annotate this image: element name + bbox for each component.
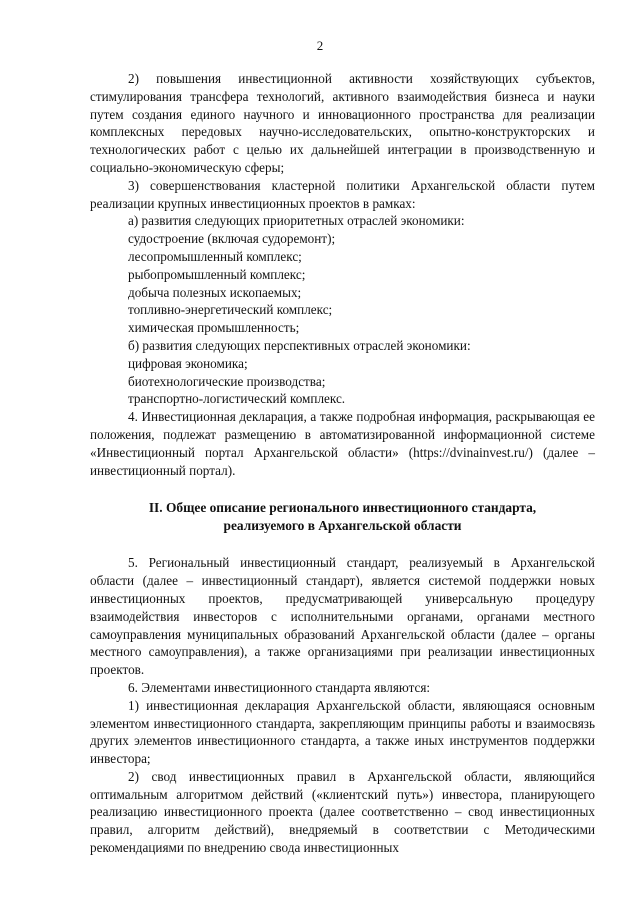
list-item: биотехнологические производства;: [128, 373, 326, 389]
paragraph-item-2: 2) повышения инвестиционной активности хозяйствующих субъектов, стимулирования трансфера технологий, активного взаимодействия бизнеса и науки путем создания единого научного и инновационного пространства для реализации комплексных передовых научно-исследовательских, опытно-конструкторских и технологических работ с целью их дальнейшей интеграции в производственную и социально-экономическую сферы;: [90, 71, 595, 175]
perspective-sectors-list: [90, 355, 595, 408]
list-item: судостроение (включая судоремонт);: [128, 231, 336, 247]
paragraph-item-3: 3) совершенствования кластерной политики Архангельской области путем реализации крупных инвестиционных проектов в рамках:: [90, 177, 595, 211]
list-item: химическая промышленность;: [128, 320, 300, 336]
list-item: цифровая экономика;: [128, 355, 248, 371]
list-item: топливно-энергетический комплекс;: [128, 302, 333, 318]
paragraph-item-5: 5. Региональный инвестиционный стандарт, реализуемый в Архангельской области (далее – инвестиционный стандарт), является системой поддержки новых инвестиционных проектов, предусматривающей универсальную процедуру взаимодействия инвесторов с исполнительными органами, органами местного самоуправления муниципальных образований Архангельской области (далее – органы местного самоуправления), а также организациями при реализации инвестиционных проектов.: [90, 555, 595, 678]
paragraph-subitem-b: б) развития следующих перспективных отраслей экономики:: [128, 337, 471, 353]
list-item: добыча полезных ископаемых;: [128, 284, 302, 300]
list-item: транспортно-логистический комплекс.: [128, 391, 346, 407]
paragraph-subitem-6-2: 2) свод инвестиционных правил в Архангельской области, являющийся оптимальным алгоритмом действий («клиентский путь») инвестора, планирующего реализацию инвестиционного проекта (далее соответственно – свод инвестиционных правил, алгоритм действий), внедряемый в соответствии с Методическими рекомендациями по внедрению свода инвестиционных: [90, 768, 595, 856]
section-heading-line-1: II. Общее описание регионального инвестиционного стандарта,: [148, 500, 537, 516]
list-item: лесопромышленный комплекс;: [128, 248, 302, 264]
section-heading: [90, 499, 595, 535]
paragraph-item-4: 4. Инвестиционная декларация, а также подробная информация, раскрывающая ее положения, подлежат размещению в автоматизированной информационной системе «Инвестиционный портал Архангельской области» (https://dvinainvest.ru/) (далее – инвестиционный портал).: [90, 409, 595, 478]
page-number: 2: [316, 38, 324, 53]
document-body: [90, 70, 595, 857]
section-heading-line-2: реализуемого в Архангельской области: [223, 518, 462, 534]
list-item: рыбопромышленный комплекс;: [128, 266, 306, 282]
paragraph-subitem-a: а) развития следующих приоритетных отраслей экономики:: [128, 213, 465, 229]
paragraph-subitem-6-1: 1) инвестиционная декларация Архангельской области, являющаяся основным элементом инвестиционного стандарта, закрепляющим принципы работы и взаимосвязь других элементов инвестиционного стандарта, а также иных инструментов поддержки инвестора;: [90, 697, 595, 767]
paragraph-item-6: 6. Элементами инвестиционного стандарта являются:: [128, 679, 431, 695]
priority-sectors-list: [90, 230, 595, 337]
